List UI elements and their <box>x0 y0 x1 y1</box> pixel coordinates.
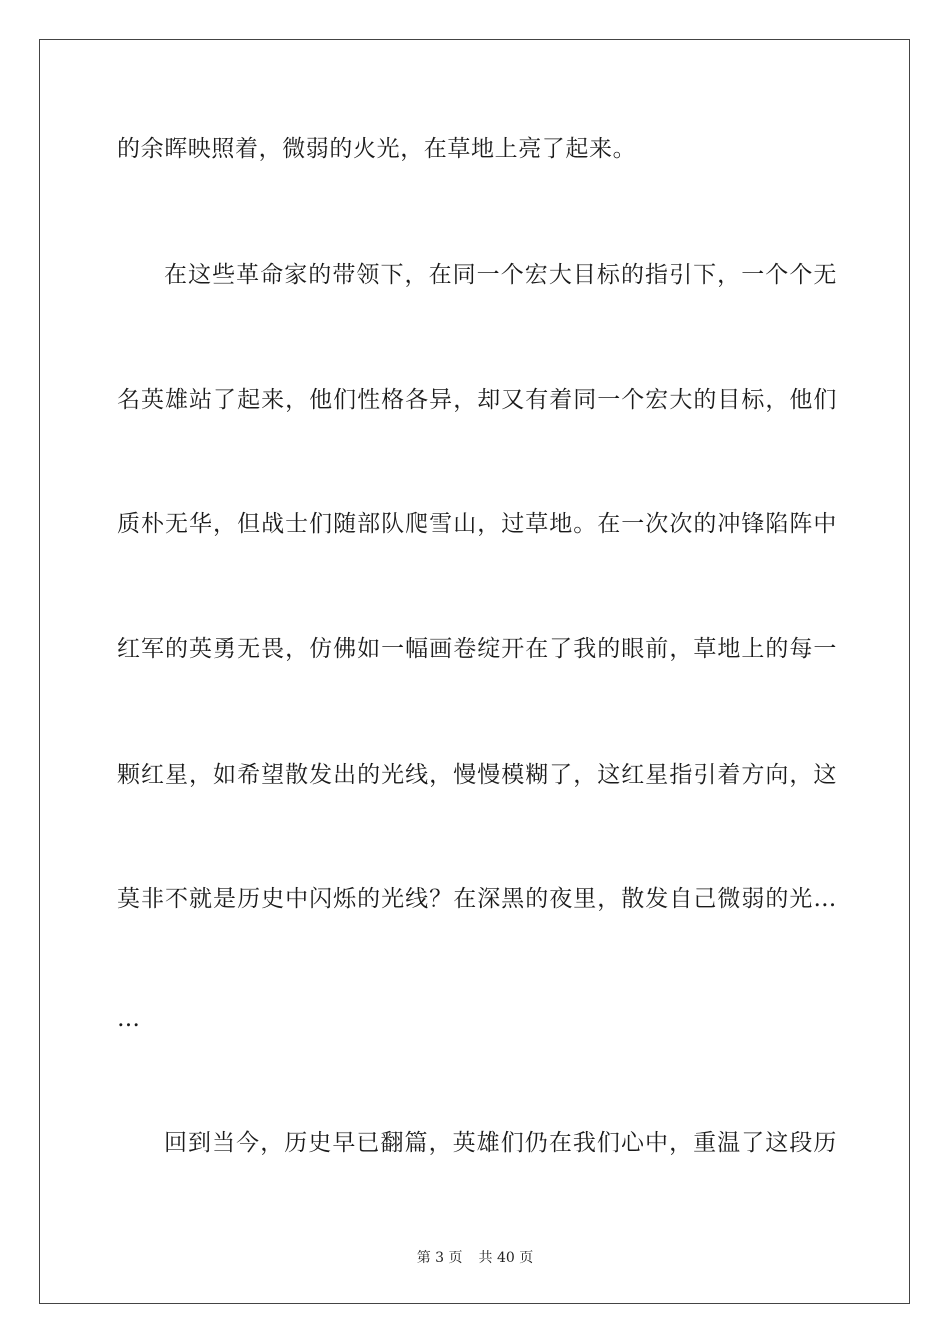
text-line: 莫非不就是历史中闪烁的光线？在深黑的夜里，散发自己微弱的光… <box>117 886 837 912</box>
text-line: 颗红星，如希望散发出的光线，慢慢模糊了，这红星指引着方向，这 <box>117 762 837 788</box>
page-total: 共 40 页 <box>478 1250 534 1266</box>
paragraph-start-line: 回到当今，历史早已翻篇，英雄们仍在我们心中，重温了这段历 <box>164 1130 837 1156</box>
page-number: 第 3 页 <box>416 1250 463 1266</box>
text-line: 的余晖映照着，微弱的火光，在草地上亮了起来。 <box>117 136 637 162</box>
text-line: 名英雄站了起来，他们性格各异，却又有着同一个宏大的目标，他们 <box>117 387 837 413</box>
text-line: 红军的英勇无畏，仿佛如一幅画卷绽开在了我的眼前，草地上的每一 <box>117 636 837 662</box>
page-border <box>39 39 910 1304</box>
text-line: 质朴无华，但战士们随部队爬雪山，过草地。在一次次的冲锋陷阵中 <box>117 511 837 537</box>
page-footer <box>0 1247 950 1267</box>
text-line: … <box>117 1006 141 1032</box>
paragraph-start-line: 在这些革命家的带领下，在同一个宏大目标的指引下，一个个无 <box>164 262 837 288</box>
